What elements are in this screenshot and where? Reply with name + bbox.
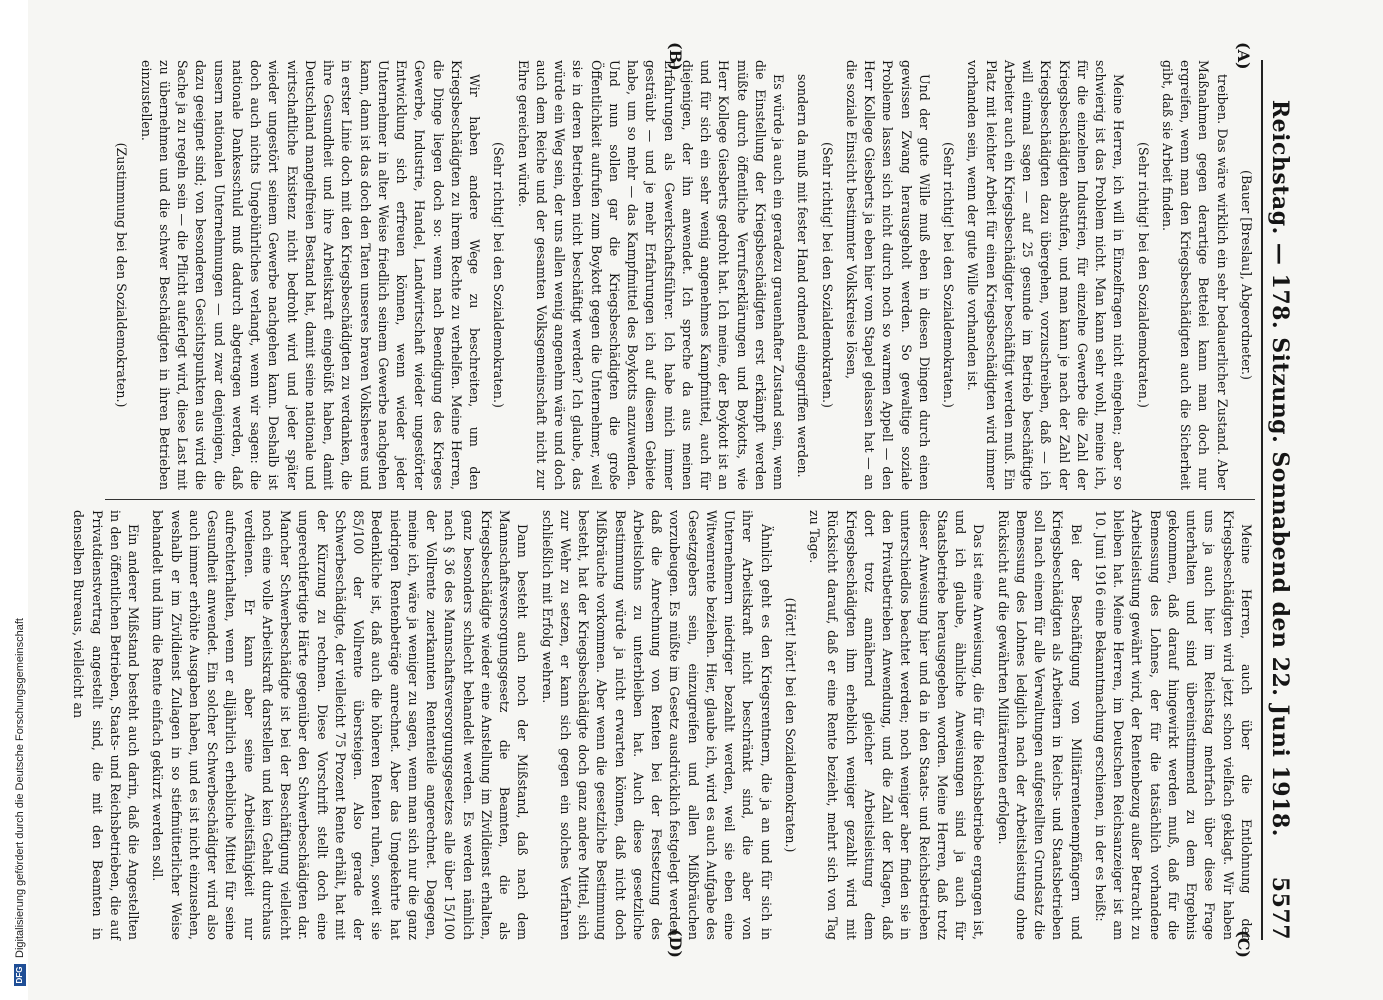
paragraph: Das ist eine Anweisung, die für die Reichsbetriebe ergangen ist, und ich glaube, ähnliche Anweisungen sind ja auch für Staatsbetriebe herausgegeben worden. Meine Herren, daß trotz dieser Anweisung hier und da in den Staats- und Reichsbetrieben unterschiedlos beachtet werden; noch weniger aber finden sie in den Privatbetrieben Anwendung, und die Zahl der Klagen, daß dort trotz annähernd gleicher Arbeitsleistung dem Kriegsbeschädigten ihm erheblich weniger gezahlt wird mit Rücksicht darauf, daß er eine Rente bezieht, mehrt sich von Tag zu Tage. (807, 510, 987, 940)
paragraph: Ähnlich geht es den Kriegsrentnern, die ja an und für sich in ihrer Arbeitskraft nicht beschränkt sind, die aber von Unternehmern niedriger bezahlt werden, weil sie eben eine Witwenrente beziehen. Hier, glaube ich, wird es auch Aufgabe des Gesetzgebers sein, einzugreifen und allen Mißbräuchen vorzubeugen. Es müßte im Gesetz ausdrücklich festgelegt werden, daß die Anrechnung von Renten bei der Festsetzung des Arbeitslohns zu unterbleiben hat. Auch diese gesetzliche Bestimmung würde ja nicht erwarten können, daß nicht doch Mißbräuche vorkommen. Aber wenn die gesetzliche Bestimmung besteht, hat der Kriegsbeschädigte doch ganz andere Mittel, sich zur Wehr zu setzen, er kann sich gegen ein solches Verfahren schließlich mit Erfolg wehren. (539, 510, 774, 940)
digitization-credit (0, 0, 28, 1000)
interjection: (Sehr richtig! bei den Sozialdemokraten.) (1135, 142, 1151, 408)
credit-text: Digitalisierung gefördert durch die Deutsche Forschungsgemeinschaft (14, 618, 26, 958)
interjection: (Sehr richtig! bei den Sozialdemokraten.) (819, 142, 835, 408)
paragraph: Ein anderer Mißstand besteht auch darin, daß die Angestellten in den öffentlichen Betrieben, Staats- und Reichsbetrieben, die auf Privatdienstvertrag angestellt sind, die mit den Beamten in denselben Bureaus, vielleicht an (71, 510, 142, 940)
speaker-line: (Bauer [Breslau], Abgeordneter.) (1239, 170, 1254, 380)
paragraph: Es würde ja auch ein geradezu grauenhafter Zustand sein, wenn die Einstellung der Kriegsbeschädigten erst erkämpft werden müßte durch öffentliche Verrufserklärungen und Boykotts, wie Herr Kollege Giesberts gedroht hat. Ich meine, der Boykott ist an und für sich ein sehr wenig angenehmes Kampfmittel, auch für diejenigen, der ihn anwendet. Ich spreche da aus meinen Erfahrungen als Gewerkschaftsführer. Ich habe mich immer gesträubt — und je mehr Erfahrungen ich auf diesem Gebiete habe, um so mehr — das Kampfmittel des Boykotts anzuwenden. Und nun sollen gar die Kriegsbeschädigten die große Öffentlichkeit aufrufen zum Boykott gegen die Unternehmer, weil sie in deren Betrieben nicht beschäftigt werden? Ich glaube, das würde ein Weg sein, der uns allen wenig angenehm wäre und doch auch dem Reiche und der gesamten Volksgemeinschaft nicht zur Ehre gereichen würde. (515, 60, 787, 490)
interjection: (Sehr richtig! bei den Sozialdemokraten.) (941, 142, 957, 408)
margin-marker-d: (D) (666, 928, 685, 958)
scanned-page-area (28, 0, 1383, 1000)
margin-marker-b: (B) (666, 42, 685, 71)
paragraph: Meine Herren, auch über die Entlohnung der Kriegsbeschädigten wird jetzt schon vielfach geklagt. Wir haben uns ja auch hier im Reichstag mehrfach über diese Frage unterhalten und sind übereinstimmend zu dem Ergebnis gekommen, daß darauf hingewirkt werden muß, daß für die Bemessung des Lohnes, der für die tatsächlich vorhandene Arbeitsleistung gewährt wird, der Rentenbezug außer Betracht zu bleiben hat. Meine Herren, im Deutschen Reichsanzeiger ist am 10. Juni 1916 eine Bekanntmachung erschienen, in der es heißt: (1093, 510, 1254, 940)
document-page (71, 40, 1325, 960)
interjection: (Sehr richtig! bei den Sozialdemokraten.) (491, 142, 507, 408)
right-column (71, 510, 1255, 940)
interjection: (Zustimmung bei den Sozialdemokraten.) (114, 142, 130, 408)
paragraph: Wir haben andere Wege zu beschreiten, um den Kriegsbeschädigten zu ihrem Rechte zu verhelfen. Meine Herren, die Dinge liegen doch so: wenn nach Beendigung des Krieges Gewerbe, Industrie, Handel, Landwirtschaft wieder ungestörter Entwicklung sich erfreuen können, wenn wieder jeder Unternehmer in alter Weise friedlich seinem Gewerbe nachgehen kann, dann ist das doch den Taten unseres braven Volksheeres und in erster Linie doch mit den Kriegsbeschädigten zu verdanken, die ihre Gesundheit und ihre Arbeitskraft eingebüßt haben, damit Deutschland mangelfreien Bestand hat, damit seine nationale und wirtschaftliche Existenz nicht bedroht wird und jeder später wieder ungestört seinem Gewerbe nachgehen kann. Deshalb ist doch auch nichts Ungebührliches verlangt, wenn wir sagen: die nationale Dankesschuld muß dadurch abgetragen werden, daß unsern nationalen Unternehmungen — und zwar denjenigen, die dazu geeignet sind; von besonderen Gesichtspunkten aus wird die Sache ja zu regeln sein — die Pflicht auferlegt wird, diese Last mit zu übernehmen und die schwer Beschädigten in ihren Betrieben einzustellen. (138, 60, 483, 490)
left-column (105, 60, 1255, 490)
column-divider (105, 499, 1255, 500)
margin-marker-c: (C) (1234, 930, 1253, 958)
page-header-title: Reichstag. — 178. Sitzung. Sonnabend den 22. Juni 1918. (1267, 99, 1293, 837)
interjection: (Hört! hört! bei den Sozialdemokraten.) (783, 597, 798, 853)
paragraph: treiben. Das wäre wirklich ein sehr bedauerlicher Zustand. Aber Maßnahmen gegen derartige Bettelei kann man doch nur ergreifen, wenn man den Kriegsbeschädigten auch die Sicherheit gibt, daß sie Arbeit finden. (1160, 60, 1230, 490)
page-number: 5577 (1267, 876, 1293, 940)
margin-marker-a: (A) (1234, 42, 1253, 70)
dfg-logo: DFG (14, 964, 26, 986)
paragraph: sondern da muß mit fester Hand ordnend eingegriffen werden. (795, 74, 811, 478)
quoted-paragraph: Bei der Beschäftigung von Militärrentenempfängern und Kriegsbeschädigten als Arbeitern in Reichs- und Staatsbetrieben soll nach einem für alle Verwaltungen aufgestellten Grundsatz die Bemessung des Lohnes lediglich nach der Arbeitsleistung ohne Rücksicht auf die gewährten Militärrenten erfolgen. (995, 510, 1084, 940)
page-header (1261, 60, 1307, 940)
paragraph: Und der gute Wille muß eben in diesen Dingen durch einen gewissen Zwang herausgeholt werden. So gewaltige soziale Probleme lassen sich nicht durch noch so warmen Appell — den Herr Kollege Giesberts ja eben hier vom Stapel gelassen hat — an die soziale Einsicht bestimmter Volkskreise lösen, (844, 60, 932, 490)
paragraph: Dann besteht auch noch der Mißstand, daß nach dem Mannschaftsversorgungsgesetz die Beamten, die als Kriegsbeschädigte wieder eine Anstellung im Zivildienst erhalten, ganz besonders schlecht behandelt werden. Es werden nämlich nach § 36 des Mannschaftsversorgungsgesetzes alle über 15/100 der Vollrente zuerkannten Rententeile angerechnet. Dagegen, meine ich, wäre ja weniger zu sagen, wenn man sich nur die ganz niedrigen Rentenbeträge anrechnet. Aber das Umgekehrte hat Bedenkliche ist, daß auch die höheren Renten ruhen, soweit sie 85/100 der Vollrente übersteigen. Also gerade der Schwerbeschädigte, der vielleicht 75 Prozent Rente erhält, hat mit der Kürzung zu rechnen. Diese Vorschrift stellt doch eine ungerechtfertigte Härte gegenüber den Schwerbeschädigten dar. Mancher Schwerbeschädigte ist bei der Beschäftigung vielleicht noch eine volle Arbeitskraft darstellen und kein Gehalt durchaus verdienen. Er kann aber seine Arbeitsfähigkeit nur aufrechterhalten, wenn er alljährlich erhebliche Mittel für seine Gesundheit anwendet. Ein solcher Schwerbeschädigter wird also auch immer erhöhte Ausgaben haben, und es ist nicht einzusehen, weshalb er im Zivildienst Zulagen in so stiefmütterlicher Weise behandelt und ihm die Rente einfach gekürzt werden soll. (150, 510, 531, 940)
paragraph: Meine Herren, ich will in Einzelfragen nicht eingehen; aber so schwierig ist das Problem nicht. Man kann sehr wohl, meine ich, für die einzelnen Industrien, für einzelne Gewerbe die Zahl der Kriegsbeschädigten abstufen, und man kann je nach der Zahl der Kriegsbeschädigten dazu übergehen, vorzuschreiben, daß — ich will einmal sagen — auf 25 gesunde im Betrieb beschäftigte Arbeiter auch ein Kriegsbeschädigter beschäftigt werden muß. Ein Platz mit leichter Arbeit für einen Kriegsbeschädigten wird immer vorhanden sein, wenn der gute Wille vorhanden ist. (965, 60, 1127, 490)
